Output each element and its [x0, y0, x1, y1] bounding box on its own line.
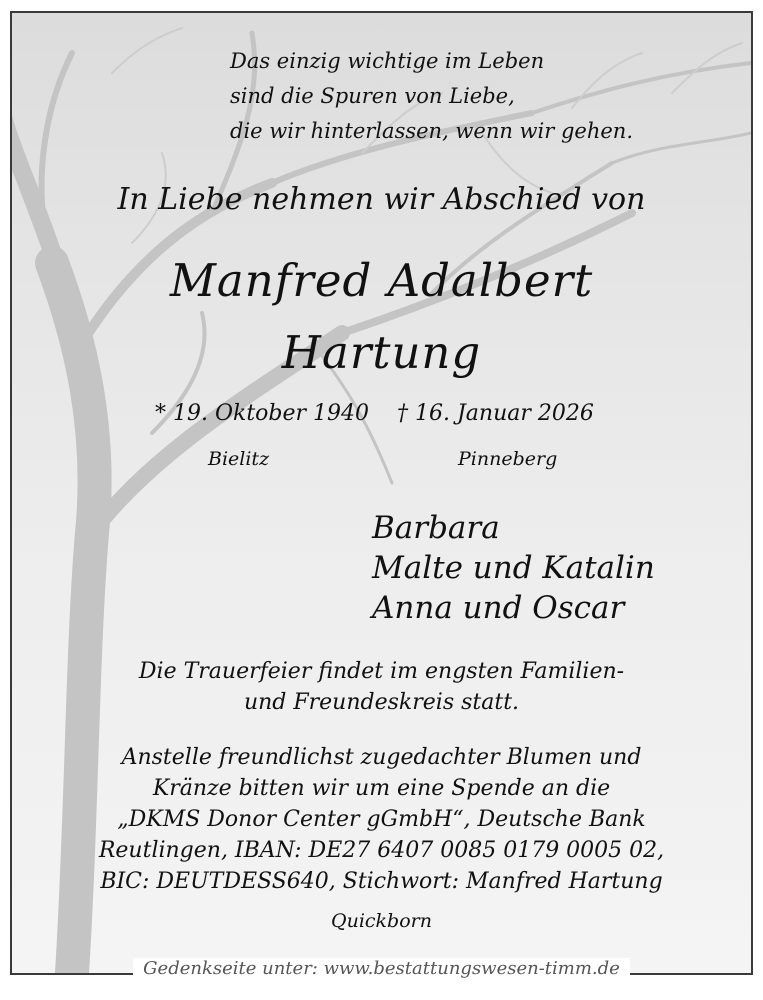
motto-line: Das einzig wichtige im Leben [230, 49, 545, 73]
funeral-notice-line: und Freundeskreis statt. [243, 690, 520, 715]
death-date: † 16. Januar 2026 [397, 401, 594, 426]
family-member: Barbara [372, 510, 500, 546]
motto-line: sind die Spuren von Liebe, [230, 84, 515, 108]
funeral-notice-line: Die Trauerfeier findet im engsten Familien- [138, 659, 625, 684]
family-mourners [372, 508, 655, 628]
motto-line: die wir hinterlassen, wenn wir gehen. [230, 119, 633, 143]
donation-notice [0, 742, 763, 897]
deceased-name-last: Hartung [281, 326, 482, 379]
memorial-page-link[interactable]: Gedenkseite unter: www.bestattungswesen-timm.de [133, 958, 630, 979]
memorial-page-footer [0, 958, 763, 979]
deceased-name-first: Manfred Adalbert [169, 254, 594, 307]
family-member: Anna und Oscar [372, 590, 625, 626]
motto-quote [230, 44, 633, 149]
donation-notice-line: Kränze bitten wir um eine Spende an die [152, 776, 611, 801]
birth-date: * 19. Oktober 1940 [155, 401, 370, 426]
donation-notice-line: „DKMS Donor Center gGmbH“, Deutsche Bank [117, 807, 646, 832]
donation-notice-line: Anstelle freundlichst zugedachter Blumen und [121, 745, 642, 770]
location: Quickborn [331, 910, 432, 932]
donation-notice-line: Reutlingen, IBAN: DE27 6407 0085 0179 0005 02, [98, 838, 665, 863]
farewell-intro: In Liebe nehmen wir Abschied von [117, 182, 646, 217]
donation-notice-line: BIC: DEUTDESS640, Stichwort: Manfred Hartung [100, 869, 663, 894]
birth-place: Bielitz [208, 448, 270, 470]
funeral-notice [0, 656, 763, 718]
death-place: Pinneberg [458, 448, 558, 470]
family-member: Malte und Katalin [372, 550, 655, 586]
